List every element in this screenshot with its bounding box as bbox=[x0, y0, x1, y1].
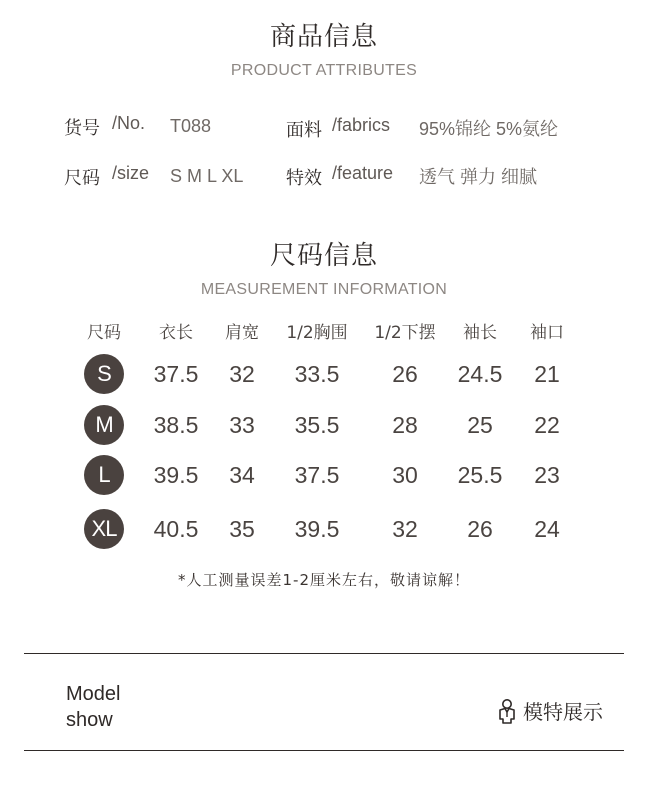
table-cell: 37.5 bbox=[153, 361, 199, 387]
col-header-hem: 1/2下摆 bbox=[374, 323, 436, 343]
table-cell: 38.5 bbox=[153, 412, 199, 438]
size-badge: XL bbox=[84, 509, 124, 549]
person-icon bbox=[497, 698, 517, 724]
attr-feature-value: 透气 弹力 细腻 bbox=[419, 167, 538, 187]
divider-bottom bbox=[24, 750, 624, 751]
size-badge: S bbox=[84, 354, 124, 394]
attr-no-label: 货号 bbox=[64, 118, 100, 139]
table-cell: 34 bbox=[229, 462, 255, 488]
col-header-cuff: 袖口 bbox=[530, 323, 564, 343]
table-cell: 25.5 bbox=[457, 462, 503, 488]
product-subtitle: PRODUCT ATTRIBUTES bbox=[230, 62, 418, 79]
table-cell: 32 bbox=[229, 361, 255, 387]
model-show-cn: 模特展示 bbox=[523, 700, 603, 724]
table-cell: 35.5 bbox=[294, 412, 340, 438]
measurement-title: 尺码信息 bbox=[269, 241, 378, 271]
table-cell: 28 bbox=[392, 412, 418, 438]
table-cell: 35 bbox=[229, 516, 255, 542]
table-cell: 40.5 bbox=[153, 516, 199, 542]
measurement-note: *人工测量误差1-2厘米左右，敬请谅解！ bbox=[177, 571, 470, 589]
col-header-shoulder: 肩宽 bbox=[225, 323, 259, 343]
table-cell: 24 bbox=[534, 516, 560, 542]
model-show-label bbox=[66, 681, 120, 733]
table-cell: 26 bbox=[467, 516, 493, 542]
attr-size-label: 尺码 bbox=[64, 168, 100, 189]
table-cell: 25 bbox=[467, 412, 493, 438]
attr-no-value: T088 bbox=[170, 116, 212, 136]
model-show-line1: Model bbox=[66, 683, 121, 705]
table-cell: 23 bbox=[534, 462, 560, 488]
table-cell: 33.5 bbox=[294, 361, 340, 387]
table-cell: 21 bbox=[534, 361, 560, 387]
table-cell: 24.5 bbox=[457, 361, 503, 387]
divider-top bbox=[24, 653, 624, 654]
attr-feature-label-en: /feature bbox=[332, 163, 394, 183]
table-cell: 33 bbox=[229, 412, 255, 438]
size-badge: L bbox=[84, 455, 124, 495]
col-header-size: 尺码 bbox=[87, 323, 121, 343]
table-cell: 30 bbox=[392, 462, 418, 488]
model-show-line2: show bbox=[66, 709, 113, 731]
attr-fabrics-value: 95%锦纶 5%氨纶 bbox=[419, 119, 559, 139]
attr-no-label-en: /No. bbox=[112, 113, 146, 133]
col-header-sleeve: 袖长 bbox=[463, 323, 497, 343]
attr-fabrics-label: 面料 bbox=[286, 120, 322, 141]
product-title: 商品信息 bbox=[269, 22, 378, 52]
table-cell: 22 bbox=[534, 412, 560, 438]
attr-feature-label: 特效 bbox=[286, 168, 322, 189]
measurement-subtitle: MEASUREMENT INFORMATION bbox=[200, 281, 448, 298]
model-show-heading bbox=[497, 696, 603, 725]
attr-fabrics-label-en: /fabrics bbox=[332, 115, 391, 135]
attr-size-label-en: /size bbox=[112, 163, 150, 183]
table-cell: 39.5 bbox=[153, 462, 199, 488]
attr-size-value: S M L XL bbox=[170, 166, 244, 186]
col-header-chest: 1/2胸围 bbox=[286, 323, 348, 343]
table-cell: 26 bbox=[392, 361, 418, 387]
col-header-length: 衣长 bbox=[159, 323, 193, 343]
table-cell: 39.5 bbox=[294, 516, 340, 542]
size-badge: M bbox=[84, 405, 124, 445]
table-cell: 37.5 bbox=[294, 462, 340, 488]
table-cell: 32 bbox=[392, 516, 418, 542]
